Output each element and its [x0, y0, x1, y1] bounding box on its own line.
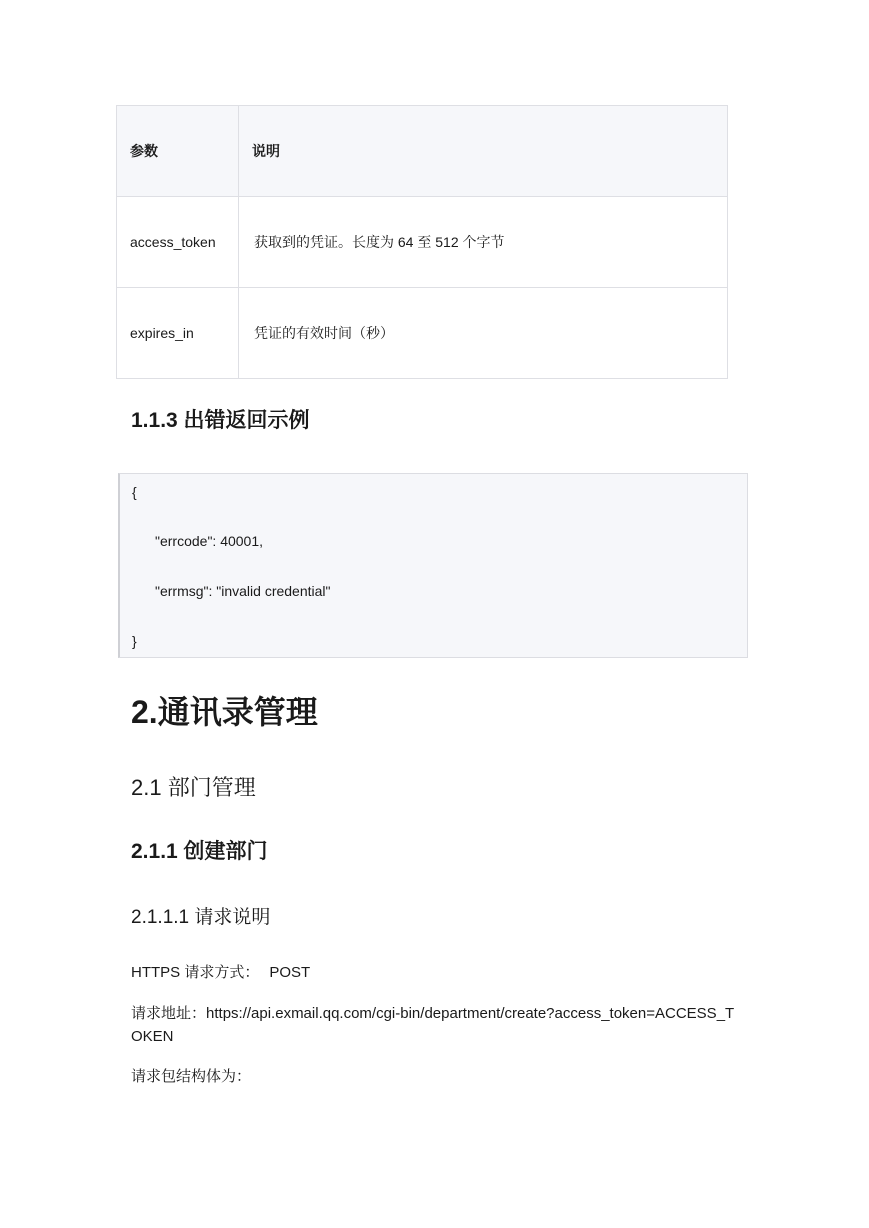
- table-row: [117, 197, 728, 288]
- request-method-value: POST: [269, 964, 311, 981]
- request-body-label: 请求包结构体为：: [131, 1068, 252, 1085]
- code-block: [118, 473, 748, 658]
- table-cell-param: access_token: [117, 197, 239, 288]
- request-url-line: [131, 1002, 743, 1048]
- code-line-errmsg: "errmsg": "invalid credential": [155, 583, 331, 599]
- heading-contacts-management: 2.通讯录管理: [131, 694, 318, 730]
- table-header-row: [117, 106, 728, 197]
- heading-error-example: 1.1.3 出错返回示例: [131, 409, 310, 432]
- code-line-close: }: [132, 633, 137, 649]
- request-url-value: https://api.exmail.qq.com/cgi-bin/department/create?access_token=ACCESS_TOKEN: [131, 1005, 735, 1045]
- heading-request-description: 2.1.1.1 请求说明: [131, 907, 271, 928]
- heading-create-department: 2.1.1 创建部门: [131, 840, 268, 863]
- table-row: [117, 288, 728, 379]
- request-method-label: HTTPS 请求方式：: [131, 964, 260, 981]
- heading-department-management: 2.1 部门管理: [131, 775, 256, 800]
- table-header-desc: 说明: [239, 106, 728, 197]
- parameter-table: [116, 105, 728, 379]
- table-cell-desc: 获取到的凭证。长度为 64 至 512 个字节: [239, 197, 728, 288]
- code-line-errcode: "errcode": 40001,: [155, 533, 264, 549]
- table-cell-param: expires_in: [117, 288, 239, 379]
- request-method-line: [131, 962, 310, 984]
- code-line-open: {: [132, 484, 137, 500]
- table-cell-desc: 凭证的有效时间（秒）: [239, 288, 728, 379]
- table-header-param: 参数: [117, 106, 239, 197]
- request-url-label: 请求地址：: [131, 1005, 207, 1022]
